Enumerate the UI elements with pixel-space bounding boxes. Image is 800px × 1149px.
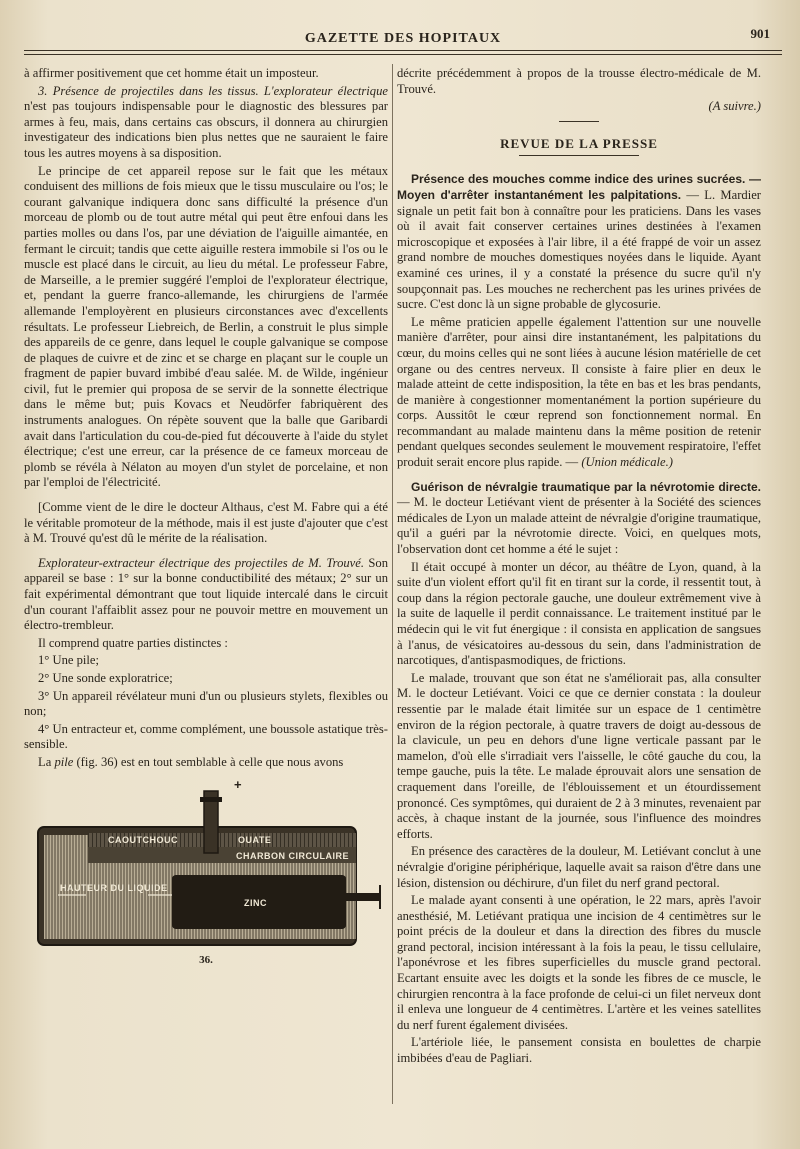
article-paragraph [397,315,761,471]
article-source: (Union médicale.) [581,455,673,470]
list-item: 4° Un entracteur et, comme complément, une boussole astatique très-sensible. [24,721,388,752]
page-header [24,22,782,56]
journal-title: GAZETTE DES HOPITAUX [304,31,502,46]
ouate-label: OUATE [238,834,272,845]
right-column [397,66,761,1069]
zinc-label: ZINC [244,897,267,908]
section-rule [519,155,639,156]
caoutchouc-label: CAOUTCHOUC [108,834,178,845]
left-column [24,66,388,968]
article-paragraph [397,172,761,312]
list-item: 3° Un appareil révélateur muni d'un ou plusieurs stylets, flexibles ou non; [24,688,388,719]
article-text: Le même praticien appelle également l'attention sur une nouvelle manière d'arrêter, pour ainsi dire instantanément, les palpitations du cœur, du moins celles qui ne sont liées à aucune lésion matérielle de cet organe ou des centres nerveux. Il consiste à faire plier en deux le malade atteint de cette indisposition, la tête en bas et les bras pendants, de manière à congestionner momentanément la portion supérieure du corps. Aussitôt le cœur reprend son fonctionnement normal. En recommandant au malade maintenu dans la même position de retenir pendant quelques secondes seulement le mouvement respiratoire, l'effet produit serait encore plus rapide. — [397,314,761,470]
list-item: 1° Une pile; [38,653,99,668]
paragraph-italic: pile [54,754,74,769]
list-item: 2° Une sonde exploratrice; [38,670,173,685]
section-title: REVUE DE LA PRESSE [500,135,658,151]
tube-cap [200,797,222,802]
paragraph [24,755,388,771]
figure-caption: 36. [199,953,213,966]
article-paragraph: L'artériole liée, le pansement consista en boulettes de charpie imbibées d'eau de Pagliari. [397,1035,761,1066]
column-divider [392,64,393,1104]
paragraph: Le principe de cet appareil repose sur le fait que les métaux conduisent des millions de fois mieux que le tissu musculaire ou l'os; le courant galvanique indiquera donc sans difficulté la présence d'un morceau de plomb ou de tout autre métal qui peut être enfoui dans les parties molles ou dans l'os, par une déviation de l'aiguille aimantée, en fermant le circuit; tandis que cette aiguille restera immobile si l'os ou le muscle est placé dans le circuit, au lieu du métal. Le professeur Fabre, de Marseille, a le premier suggéré l'emploi de l'explorateur électrique, et, pendant la guerre franco-allemande, les chirurgiens de l'armée allemande l'employèrent en plusieurs circonstances avec d'excellents résultats. Le professeur Liebreich, de Berlin, a construit le plus simple des appareils de ce genre, dans lequel le couple galvanique se compose de plaques de cuivre et de zinc et se charge en plaçant sur le couple un fragment de papier buvard imbibé d'eau salée. M. de Wilde, ingénieur civil, fut le premier qui proposa de se servir de la sonnette électrique dans le même but; puis Kovacs et Neudörfer fabriquèrent des instruments analogues. On répète souvent que la balle que Garibardi avait dans l'articulation du cou-de-pied fut découverte à l'aide du stylet électrique; c'est une erreur, car la présence de ce fameux morceau de plomb se révéla à Nélaton au moyen d'un stylet de porcelaine, et non par l'emploi de l'électricité. [24,163,388,490]
paragraph-label: 3. Présence de projectiles dans les tissus. L'explorateur électrique [38,83,388,98]
paragraph [24,556,388,634]
zinc-rod [346,893,380,901]
article-paragraph: En présence des caractères de la douleur, M. Letiévant conclut à une névralgie d'origine périphérique, laquelle avait sa raison d'être dans une lésion, distension ou déchirure, d'un filet du nerf grand pectoral. [397,844,761,890]
article-text: — M. le docteur Letiévant vient de présenter à la Société des sciences médicales de Lyon un malade atteint de névralgie d'origine traumatique, qu'il a guéri par la névrotomie directe. Voici, en quelques mots, l'observation dont cet homme a été le sujet : [397,495,761,557]
article-paragraph: Le malade, trouvant que son état ne s'améliorait pas, alla consulter M. le docteur Letiévant. Voici ce que ce dernier constata : la douleur ressentie par le malade était limitée sur un espace de 1 centimètre environ de la région pectorale, à quatre travers de doigt au-dessous de la clavicule, un peu en dehors d'une ligne verticale passant par le mamelon, d'où elle s'irradiait vers l'aisselle, le côté gauche du cou, la tempe gauche, puis la tête. Le malade éprouvait alors une sensation de craquement dans l'oreille, de l'éblouissement et un étourdissement prononcé. Ces symptômes, qui duraient de 2 à 3 minutes, revenaient par accès, à chaque instant de la journée, sous l'influence des moindres efforts. [397,670,761,841]
charbon-label: CHARBON CIRCULAIRE [236,850,349,861]
article-paragraph: Il était occupé à monter un décor, au théâtre de Lyon, quand, à la suite d'un violent effort qu'il fit en tirant sur la corde, il ressentit tout, à coup dans la région pectorale gauche, une douleur extrêmement vive à la suite de laquelle il perdit connaissance. Le traitement institué par le médecin qui le vit fut énergique : il consista en application de sangsues à l'anus, de vésicatoires au-dessous du sein, dans l'administration de narcotiques, d'antispasmodiques, de frictions. [397,559,761,668]
paragraph: à affirmer positivement que cet homme était un imposteur. [24,66,319,80]
continued-note: (A suivre.) [708,99,761,114]
paragraph-text: Son appareil se base : 1° sur la bonne conductibilité des métaux; 2° sur un fait expérimental démontrant que tout liquide intercalé dans le circuit d'un courant l'affaiblit assez pour ne pouvoir mettre en mouvement un électro-trembleur. [24,555,389,633]
article-paragraph: Le malade ayant consenti à une opération, le 22 mars, après l'avoir anesthésié, M. Letiévant pratiqua une incision de 4 centimètres sur le point précis de la douleur et dans la direction des fibres du muscle grand pectoral, incision intéressant à la fois la peau, le tissu cellulaire, l'aponévrose et les fibres superficielles du muscle grand pectoral. Ecartant ensuite avec les doigts et la sonde les fibres de ce muscle, le chirurgien rencontra à la face profonde de celui-ci un filet nerveux dont il enleva une longueur de 4 centimètres. L'artère et les veines satellites du nerf furent également divisées. [397,893,761,1032]
paragraph [24,84,388,162]
paragraph: Il comprend quatre parties distinctes : [38,635,228,650]
separator [559,121,599,122]
paragraph-label: Explorateur-extracteur électrique des projectiles de M. Trouvé. [38,555,364,570]
paragraph-text: La [38,754,55,769]
plus-label: + [234,776,243,792]
article-text: — L. Mardier signale un petit fait bon à connaître pour les praticiens. Dans les vases où il avait fait conserver certaines urines destinées à l'examen microscopique et exposées à l'air libre, il a été frappé de voir un assez grand nombre de mouches domestiques noyées dans le liquide. Ayant examiné ces urines, il y a constaté la présence du sucre qu'il n'y soupçonnait pas. Les mouches ne recherchent pas les urines privées de sucre. C'est donc là un signe probable de glycosurie. [397,187,761,312]
header-rule [24,50,782,51]
paragraph: décrite précédemment à propos de la trousse électro-médicale de M. Trouvé. [397,66,761,96]
article-heading: Présence des mouches comme indice des urines sucrées. — Moyen d'arrêter instantanément les palpitations. [397,172,761,202]
battery-figure [24,776,388,969]
page-number: 901 [750,26,770,41]
battery-illustration [24,776,388,951]
article-heading: Guérison de névralgie traumatique par la névrotomie directe. [411,479,761,494]
paragraph-text: (fig. 36) est en tout semblable à celle que nous avons [73,754,344,769]
article-paragraph [397,480,761,558]
header-rule-thin [24,54,782,55]
hauteur-label: HAUTEUR DU LIQUIDE [60,882,168,893]
paragraph: [Comme vient de le dire le docteur Althaus, c'est M. Fabre qui a été le véritable promoteur de la méthode, mais il est juste d'ajouter que c'est à M. Trouvé qu'est dû le mérite de la réalisation. [24,500,388,546]
paragraph-text: n'est pas toujours indispensable pour le diagnostic des blessures par armes à feu, mais, dans certains cas obscurs, il donnera au chirurgien investigateur des indications bien plus nettes que ne sauraient le faire tous les autres moyens à sa disposition. [24,99,388,160]
